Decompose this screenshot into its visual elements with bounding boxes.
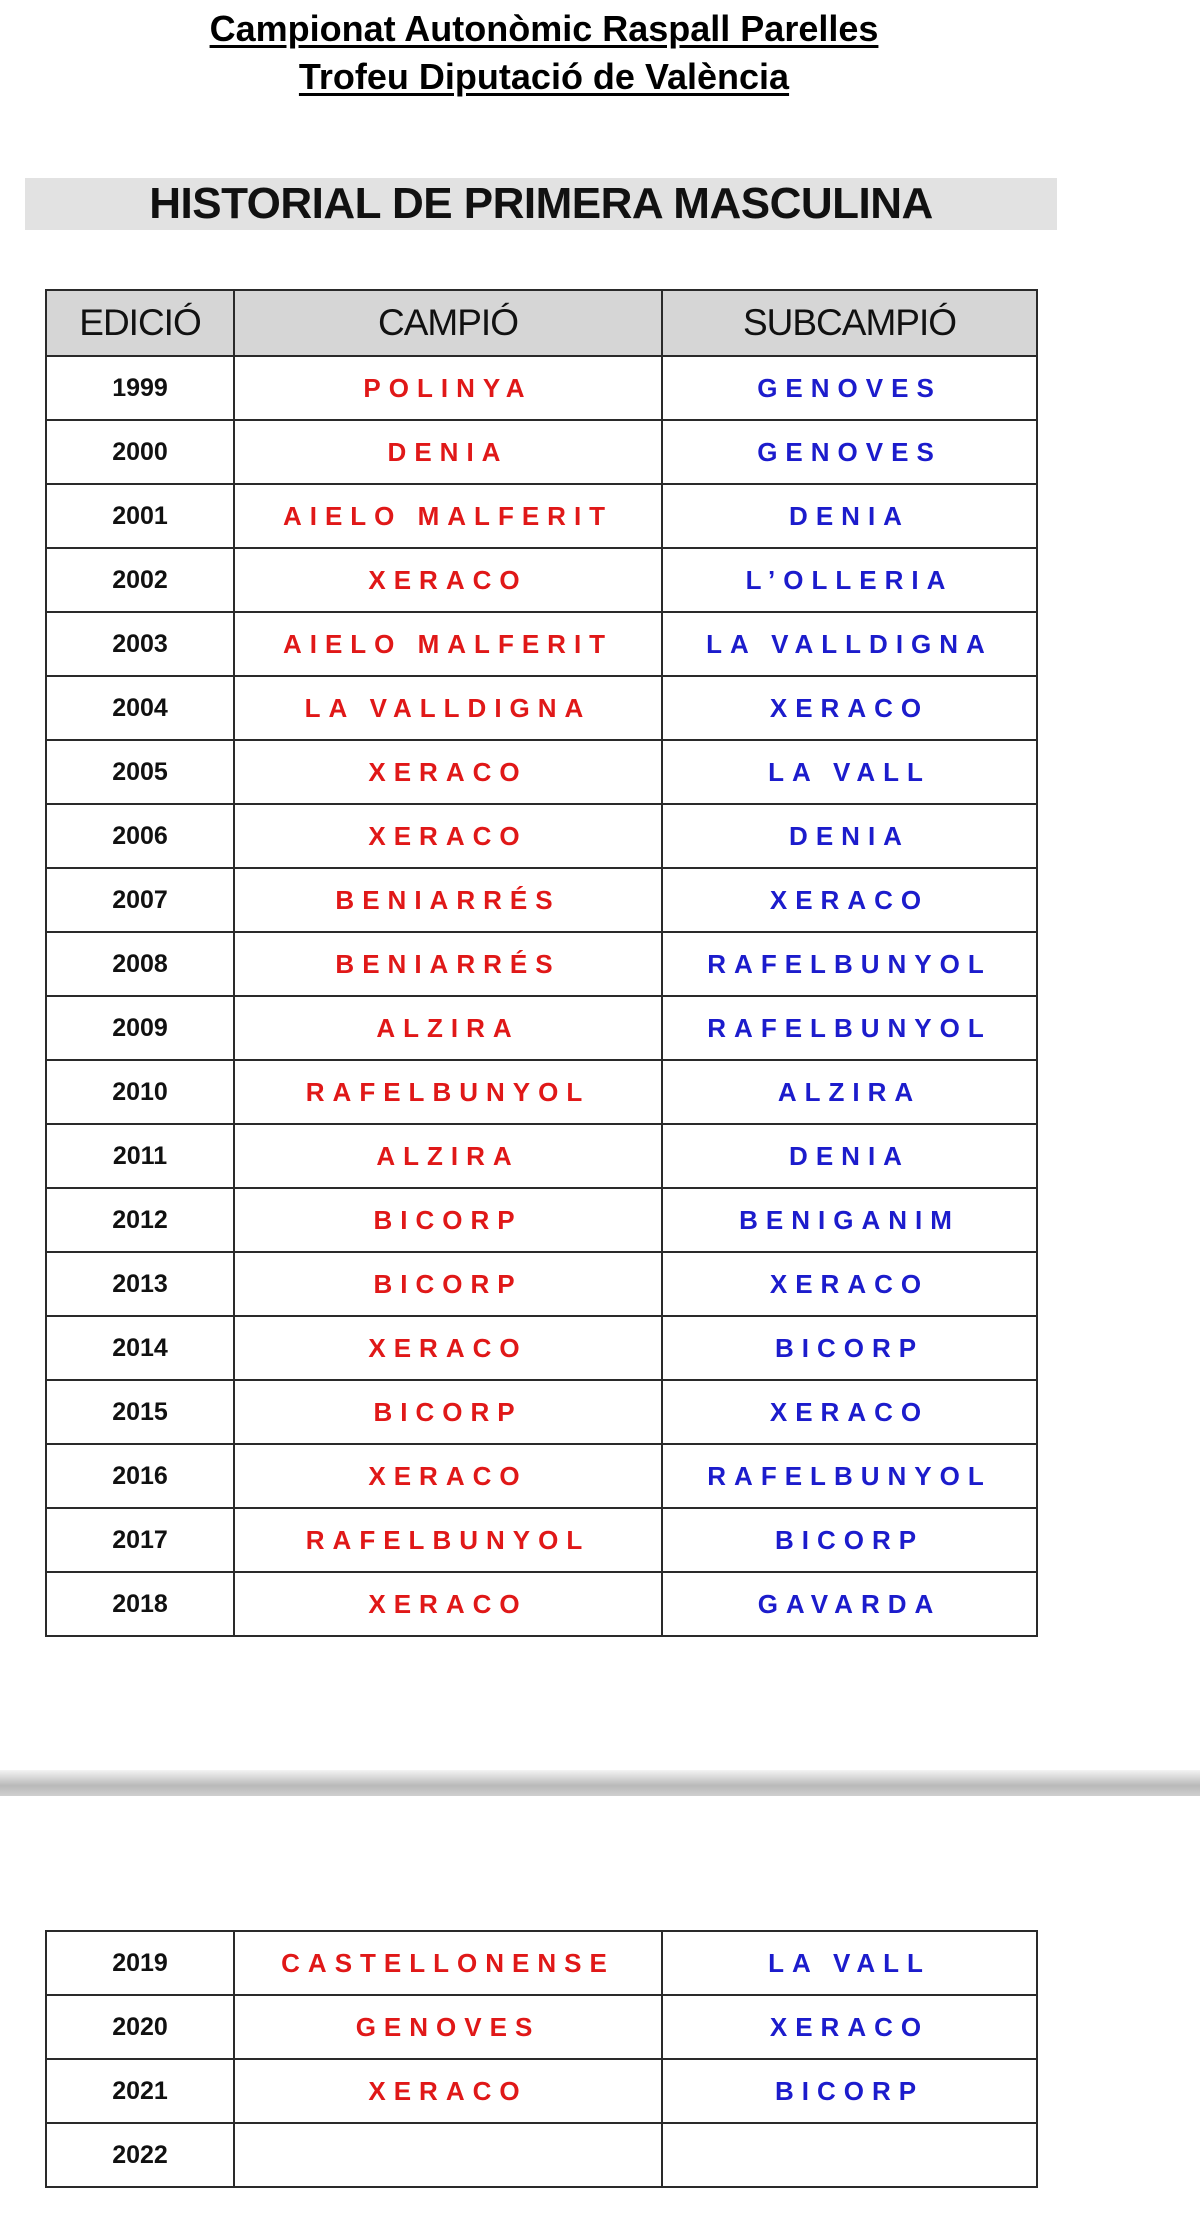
table-row <box>46 1931 1037 1995</box>
section-banner <box>25 178 1057 230</box>
runner-up-cell: DENIA <box>662 1124 1037 1188</box>
table-row <box>46 2123 1037 2187</box>
table-row <box>46 1124 1037 1188</box>
column-header-campio: CAMPIÓ <box>234 290 662 356</box>
champion-cell: XERACO <box>234 1316 662 1380</box>
year-cell: 2009 <box>46 996 234 1060</box>
year-cell: 2006 <box>46 804 234 868</box>
champion-cell: XERACO <box>234 548 662 612</box>
table-row <box>46 484 1037 548</box>
document-title: Campionat Autonòmic Raspall Parelles <box>209 8 879 49</box>
table-row <box>46 420 1037 484</box>
champion-cell: BICORP <box>234 1252 662 1316</box>
champion-cell: RAFELBUNYOL <box>234 1508 662 1572</box>
champion-cell: XERACO <box>234 2059 662 2123</box>
year-cell: 2005 <box>46 740 234 804</box>
table-row <box>46 1316 1037 1380</box>
table-row <box>46 740 1037 804</box>
year-cell: 2010 <box>46 1060 234 1124</box>
runner-up-cell: DENIA <box>662 484 1037 548</box>
runner-up-cell: RAFELBUNYOL <box>662 996 1037 1060</box>
year-cell: 2004 <box>46 676 234 740</box>
champion-cell: BENIARRÉS <box>234 868 662 932</box>
table-row <box>46 612 1037 676</box>
year-cell: 2008 <box>46 932 234 996</box>
table-row <box>46 868 1037 932</box>
runner-up-cell: GENOVES <box>662 356 1037 420</box>
champion-cell: ALZIRA <box>234 1124 662 1188</box>
year-cell: 2007 <box>46 868 234 932</box>
year-cell: 1999 <box>46 356 234 420</box>
champion-cell: BICORP <box>234 1380 662 1444</box>
champion-cell: ALZIRA <box>234 996 662 1060</box>
runner-up-cell: LA VALLDIGNA <box>662 612 1037 676</box>
table-row <box>46 1444 1037 1508</box>
year-cell: 2013 <box>46 1252 234 1316</box>
champion-cell: BENIARRÉS <box>234 932 662 996</box>
champion-cell <box>234 2123 662 2187</box>
champion-cell: POLINYA <box>234 356 662 420</box>
runner-up-cell: BICORP <box>662 1316 1037 1380</box>
runner-up-cell: BICORP <box>662 1508 1037 1572</box>
year-cell: 2011 <box>46 1124 234 1188</box>
champion-cell: GENOVES <box>234 1995 662 2059</box>
champion-cell: CASTELLONENSE <box>234 1931 662 1995</box>
runner-up-cell: RAFELBUNYOL <box>662 932 1037 996</box>
runner-up-cell: BENIGANIM <box>662 1188 1037 1252</box>
document-subtitle: Trofeu Diputació de València <box>298 56 790 97</box>
history-table <box>45 289 1038 1637</box>
runner-up-cell: XERACO <box>662 676 1037 740</box>
runner-up-cell: XERACO <box>662 868 1037 932</box>
year-cell: 2020 <box>46 1995 234 2059</box>
page-break-divider <box>0 1770 1200 1796</box>
champion-cell: AIELO MALFERIT <box>234 484 662 548</box>
runner-up-cell: GENOVES <box>662 420 1037 484</box>
table-row <box>46 356 1037 420</box>
column-header-edicio: EDICIÓ <box>46 290 234 356</box>
table-row <box>46 1252 1037 1316</box>
runner-up-cell: XERACO <box>662 1252 1037 1316</box>
year-cell: 2021 <box>46 2059 234 2123</box>
table-row <box>46 804 1037 868</box>
champion-cell: XERACO <box>234 740 662 804</box>
year-cell: 2012 <box>46 1188 234 1252</box>
year-cell: 2022 <box>46 2123 234 2187</box>
champion-cell: XERACO <box>234 804 662 868</box>
runner-up-cell: ALZIRA <box>662 1060 1037 1124</box>
table-row <box>46 1508 1037 1572</box>
year-cell: 2002 <box>46 548 234 612</box>
champion-cell: BICORP <box>234 1188 662 1252</box>
table-row <box>46 2059 1037 2123</box>
runner-up-cell: BICORP <box>662 2059 1037 2123</box>
runner-up-cell: XERACO <box>662 1995 1037 2059</box>
runner-up-cell: LA VALL <box>662 1931 1037 1995</box>
runner-up-cell: RAFELBUNYOL <box>662 1444 1037 1508</box>
champion-cell: RAFELBUNYOL <box>234 1060 662 1124</box>
year-cell: 2016 <box>46 1444 234 1508</box>
year-cell: 2000 <box>46 420 234 484</box>
table-row <box>46 1060 1037 1124</box>
table-row <box>46 676 1037 740</box>
year-cell: 2001 <box>46 484 234 548</box>
section-banner-label: HISTORIAL DE PRIMERA MASCULINA <box>149 179 933 228</box>
runner-up-cell: LA VALL <box>662 740 1037 804</box>
column-header-subcampio: SUBCAMPIÓ <box>662 290 1037 356</box>
year-cell: 2019 <box>46 1931 234 1995</box>
table-row <box>46 1188 1037 1252</box>
history-table-continued <box>45 1930 1038 2188</box>
year-cell: 2018 <box>46 1572 234 1636</box>
champion-cell: DENIA <box>234 420 662 484</box>
table-row <box>46 548 1037 612</box>
runner-up-cell: XERACO <box>662 1380 1037 1444</box>
year-cell: 2015 <box>46 1380 234 1444</box>
table-row <box>46 1995 1037 2059</box>
champion-cell: XERACO <box>234 1572 662 1636</box>
table-row <box>46 1380 1037 1444</box>
table-header-row <box>46 290 1037 356</box>
year-cell: 2014 <box>46 1316 234 1380</box>
champion-cell: XERACO <box>234 1444 662 1508</box>
runner-up-cell: L’OLLERIA <box>662 548 1037 612</box>
table-row <box>46 932 1037 996</box>
champion-cell: AIELO MALFERIT <box>234 612 662 676</box>
table-row <box>46 996 1037 1060</box>
year-cell: 2017 <box>46 1508 234 1572</box>
champion-cell: LA VALLDIGNA <box>234 676 662 740</box>
runner-up-cell: GAVARDA <box>662 1572 1037 1636</box>
runner-up-cell: DENIA <box>662 804 1037 868</box>
year-cell: 2003 <box>46 612 234 676</box>
runner-up-cell <box>662 2123 1037 2187</box>
table-row <box>46 1572 1037 1636</box>
